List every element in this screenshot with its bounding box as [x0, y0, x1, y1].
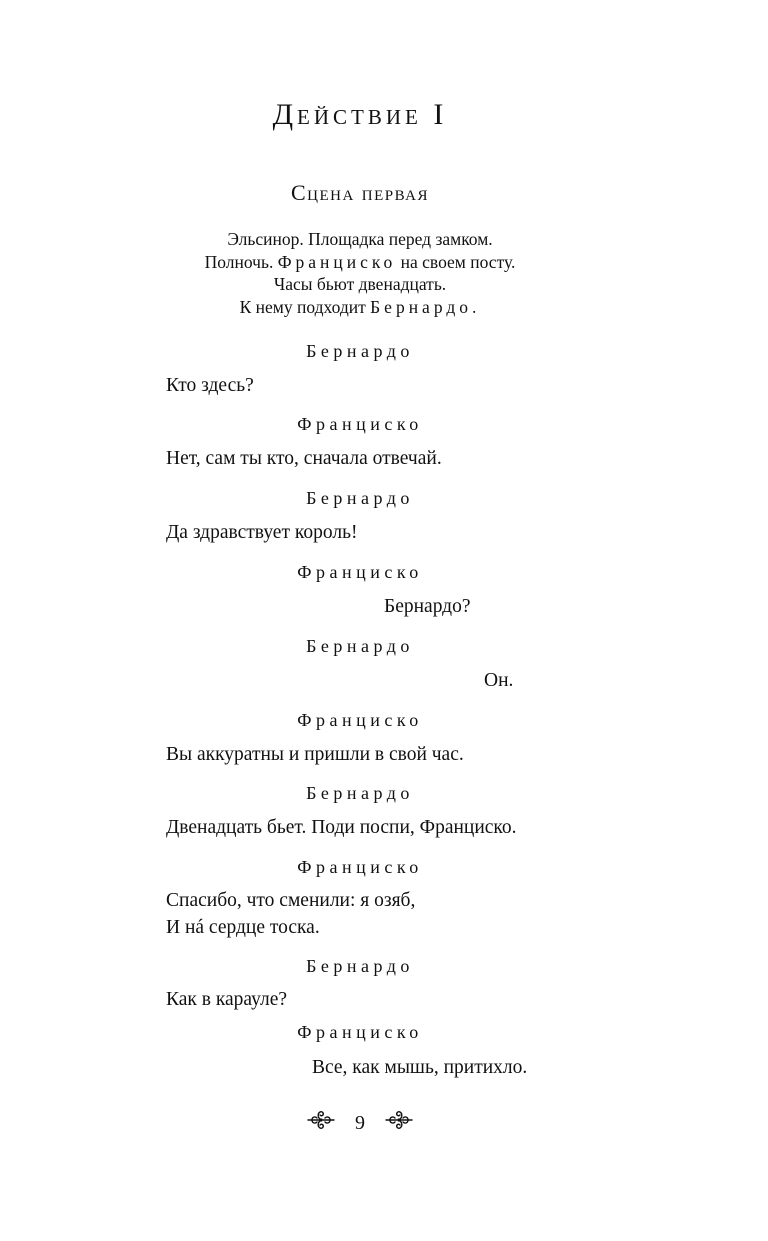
speaker-name: Бернардо	[306, 341, 414, 361]
stage-direction-text: К нему подходит	[239, 296, 366, 317]
stage-direction-character: Франциско	[277, 251, 397, 272]
speaker-name: Франциско	[297, 1022, 423, 1042]
stage-direction-character: Бернардо.	[370, 296, 481, 317]
act-title: Действие I	[272, 98, 448, 131]
dialogue-line: И нá сердце тоска.	[166, 917, 320, 938]
scene-title: Сцена первая	[290, 180, 430, 205]
stage-direction	[0, 228, 720, 318]
dialogue-line: Нет, сам ты кто, сначала отвечай.	[166, 448, 442, 469]
fleuron-right-icon	[384, 1108, 414, 1138]
stage-direction-line: Эльсинор. Площадка перед замком.	[227, 229, 493, 249]
stage-direction-text: на своем посту.	[400, 251, 516, 272]
page-footer	[0, 1108, 720, 1138]
stage-direction-line	[0, 296, 720, 319]
dialogue-line: Он.	[484, 670, 514, 691]
speaker-name: Бернардо	[306, 956, 414, 976]
speaker-name: Франциско	[297, 710, 423, 730]
dialogue-line: Все, как мышь, притихло.	[312, 1057, 528, 1078]
page-number: 9	[355, 1111, 365, 1134]
speaker-name: Франциско	[297, 562, 423, 582]
speaker-name: Бернардо	[306, 783, 414, 803]
dialogue-line: Кто здесь?	[166, 375, 254, 396]
speaker-name: Бернардо	[306, 636, 414, 656]
dialogue-line: Да здравствует король!	[166, 522, 358, 543]
speaker-name: Франциско	[297, 857, 423, 877]
dialogue-line: Бернардо?	[384, 596, 471, 617]
speaker-name: Бернардо	[306, 488, 414, 508]
fleuron-left-icon	[306, 1108, 336, 1138]
dialogue-line: Вы аккуратны и пришли в свой час.	[166, 744, 464, 765]
stage-direction-text: Полночь.	[204, 251, 274, 272]
dialogue-line: Спасибо, что сменили: я озяб,	[166, 890, 416, 911]
dialogue-line: Двенадцать бьет. Поди поспи, Франциско.	[166, 817, 517, 838]
speaker-name: Франциско	[297, 414, 423, 434]
dialogue-line: Как в карауле?	[166, 989, 288, 1010]
stage-direction-line	[0, 251, 720, 274]
stage-direction-line: Часы бьют двенадцать.	[273, 274, 447, 294]
